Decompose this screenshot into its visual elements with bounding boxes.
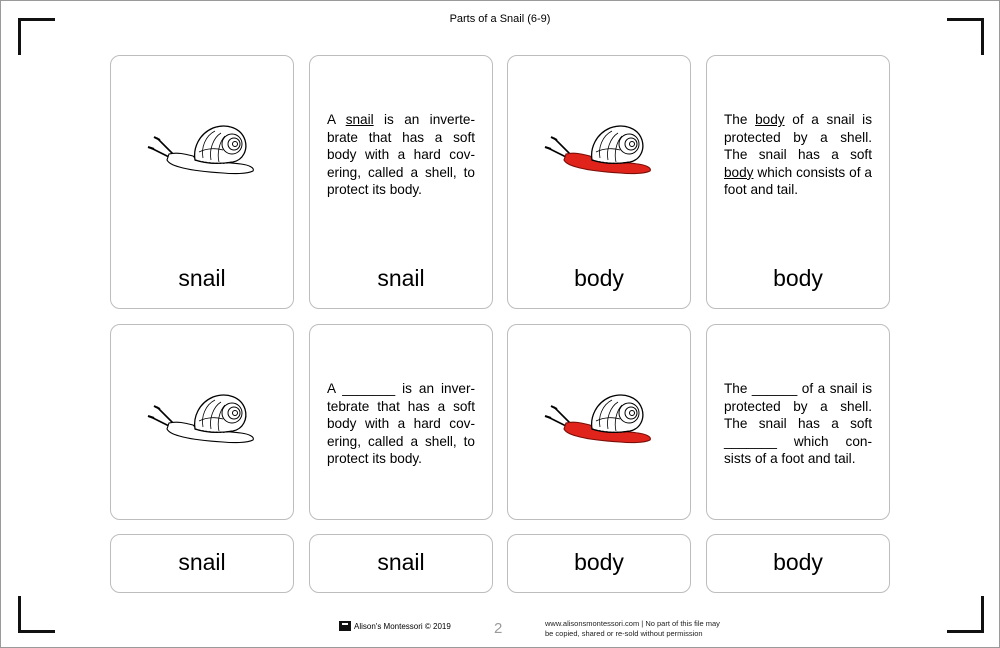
card-label: snail (377, 549, 425, 575)
picture-card-body (507, 55, 691, 309)
card-label: snail (178, 549, 226, 575)
footer-copyright: www.alisonsmontessori.com | No part of this file may be copied, shared or re-sold without permission (545, 619, 720, 638)
snail-illustration (137, 387, 257, 447)
card-label: body (574, 265, 624, 291)
definition-card-body (706, 55, 890, 309)
label-card-snail (110, 534, 294, 593)
card-label: body (574, 549, 624, 575)
definition-text-blank: The ______ of a snail is protected by a shell. The snail has a soft _______ which con-sists of a foot and tail. (724, 381, 872, 467)
picture-card-snail-nolabel (110, 324, 294, 520)
crop-mark-bottom-right (947, 596, 984, 633)
label-card-snail (309, 534, 493, 593)
definition-card-snail (309, 55, 493, 309)
card-label: body (773, 549, 823, 575)
tentacle-tips (148, 137, 160, 149)
picture-card-body-nolabel (507, 324, 691, 520)
page-title: Parts of a Snail (6-9) (449, 13, 551, 25)
tentacle-tips (545, 406, 557, 418)
snail-body-highlighted-illustration (534, 387, 654, 447)
card-label: snail (178, 265, 226, 291)
definition-text-blank: A _______ is an inver-tebrate that has a soft body with a hard cov-ering, called a shell, to protect its body. (327, 381, 475, 467)
underlined-term: body (755, 112, 785, 127)
snail-body-highlighted-illustration (534, 118, 654, 178)
tentacle-tips (148, 406, 160, 418)
montessori-logo-icon (339, 621, 351, 631)
footer-logo (339, 621, 451, 631)
underlined-term: snail (345, 112, 374, 127)
label-card-body (507, 534, 691, 593)
definition-card-snail-blank (309, 324, 493, 520)
picture-card-snail (110, 55, 294, 309)
definition-card-body-blank (706, 324, 890, 520)
crop-mark-bottom-left (18, 596, 55, 633)
snail-illustration (137, 118, 257, 178)
card-label: snail (377, 265, 425, 291)
card-label: body (773, 265, 823, 291)
definition-text: The body of a snail is protected by a shell. The snail has a soft body which consists of a foot and tail. (724, 112, 872, 198)
definition-text: A snail is an inverte-brate that has a soft body with a hard cov-ering, called a shell, to protect its body. (327, 112, 475, 198)
footer-logo-text: Alison's Montessori © 2019 (354, 621, 451, 631)
underlined-term: body (724, 164, 754, 180)
page-number: 2 (494, 620, 503, 637)
label-card-body (706, 534, 890, 593)
tentacle-tips (545, 137, 557, 149)
